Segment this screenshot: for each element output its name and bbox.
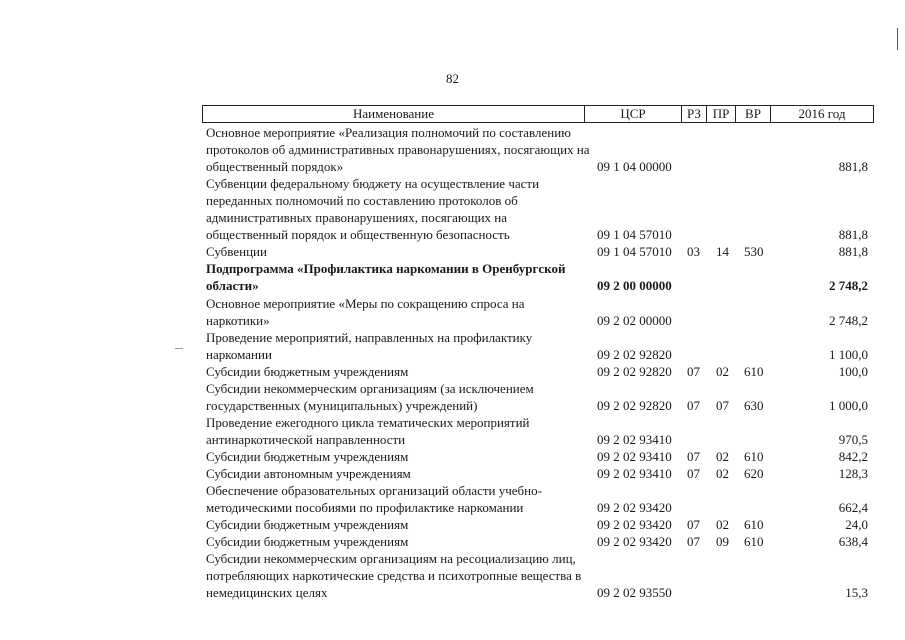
row-name-line: общественный порядок»: [206, 159, 344, 175]
row-vr: 610: [744, 448, 764, 464]
row-csr: 09 2 02 92820: [597, 346, 672, 362]
row-rz: 07: [687, 448, 700, 464]
row-value: 881,8: [838, 159, 868, 175]
header-csr: ЦСР: [584, 106, 681, 122]
row-name-line: наркотики»: [206, 312, 270, 328]
row-pr: 07: [716, 397, 729, 413]
row-csr: 09 1 04 57010: [597, 227, 672, 243]
row-name: [206, 482, 591, 516]
row-pr: 02: [716, 517, 729, 533]
row-name-line: потребляющих наркотические средства и психотропные вещества в: [206, 568, 582, 584]
row-name: [206, 465, 591, 482]
row-rz: 03: [687, 244, 700, 260]
row-value: 638,4: [838, 534, 868, 550]
row-name: [206, 414, 591, 448]
row-name: [206, 260, 591, 294]
header-year: 2016 год: [770, 106, 873, 122]
row-name-line: области»: [206, 278, 259, 294]
row-name: [206, 363, 591, 380]
row-csr: 09 2 02 92820: [597, 397, 672, 413]
row-name: [206, 380, 591, 414]
row-name: [206, 124, 591, 175]
row-name-line: Субсидии бюджетным учреждениям: [206, 517, 409, 533]
header-pr: ПР: [706, 106, 735, 122]
row-name-line: Основное мероприятие «Меры по сокращению спроса на: [206, 295, 525, 311]
row-pr: 14: [716, 244, 729, 260]
row-csr: 09 2 02 92820: [597, 363, 672, 379]
row-name: [206, 175, 591, 243]
row-vr: 610: [744, 517, 764, 533]
row-name-line: Субсидии автономным учреждениям: [206, 466, 411, 482]
row-value: 2 748,2: [829, 312, 868, 328]
row-csr: 09 2 02 93410: [597, 466, 672, 482]
row-name-line: административных правонарушениях, посягающих на: [206, 210, 508, 226]
row-csr: 09 2 00 00000: [597, 278, 672, 294]
row-name-line: Проведение ежегодного цикла тематических мероприятий: [206, 414, 530, 430]
row-name: [206, 295, 591, 329]
table-row: [0, 363, 905, 380]
table-row: [0, 482, 905, 516]
row-csr: 09 2 02 93550: [597, 585, 672, 601]
table-row: [0, 465, 905, 482]
table-row: [0, 295, 905, 329]
table-row: [0, 380, 905, 414]
table-row: [0, 243, 905, 260]
table-row: [0, 448, 905, 465]
row-name-line: государственных (муниципальных) учреждений): [206, 397, 478, 413]
table-row: [0, 516, 905, 533]
row-name-line: Субсидии бюджетным учреждениям: [206, 448, 409, 464]
table-row: [0, 550, 905, 601]
row-value: 662,4: [838, 500, 868, 516]
row-name-line: антинаркотической направленности: [206, 431, 406, 447]
row-rz: 07: [687, 534, 700, 550]
row-value: 881,8: [838, 227, 868, 243]
row-pr: 02: [716, 363, 729, 379]
table-row: [0, 175, 905, 243]
row-rz: 07: [687, 397, 700, 413]
table-row: [0, 124, 905, 175]
row-name: [206, 243, 591, 260]
row-name-line: Основное мероприятие «Реализация полномочий по составлению: [206, 125, 571, 141]
row-value: 1 100,0: [829, 346, 868, 362]
row-value: 842,2: [838, 448, 868, 464]
row-name: [206, 448, 591, 465]
row-name: [206, 329, 591, 363]
table-row: [0, 533, 905, 550]
row-name: [206, 516, 591, 533]
row-pr: 02: [716, 448, 729, 464]
row-name: [206, 550, 591, 601]
row-csr: 09 2 02 93420: [597, 534, 672, 550]
row-value: 970,5: [838, 431, 868, 447]
row-name-line: Субсидии некоммерческим организациям на ресоциализацию лиц,: [206, 551, 576, 567]
row-value: 1 000,0: [829, 397, 868, 413]
row-vr: 530: [744, 244, 764, 260]
row-name-line: Проведение мероприятий, направленных на профилактику: [206, 329, 533, 345]
header-name: Наименование: [353, 106, 434, 121]
row-name-line: методическими пособиями по профилактике наркомании: [206, 500, 524, 516]
row-csr: 09 2 02 93420: [597, 517, 672, 533]
row-value: 128,3: [838, 466, 868, 482]
row-value: 100,0: [838, 363, 868, 379]
row-name-line: Субвенции федеральному бюджету на осуществление части: [206, 176, 540, 192]
row-name-line: Субсидии бюджетным учреждениям: [206, 534, 409, 550]
row-csr: 09 2 02 93410: [597, 448, 672, 464]
row-csr: 09 2 02 93420: [597, 500, 672, 516]
row-csr: 09 1 04 00000: [597, 159, 672, 175]
table-row: [0, 260, 905, 294]
row-value: 24,0: [845, 517, 868, 533]
row-name-line: Обеспечение образовательных организаций области учебно-: [206, 483, 542, 499]
row-name-line: общественный порядок и общественную безопасность: [206, 227, 510, 243]
row-name-line: наркомании: [206, 346, 272, 362]
row-csr: 09 2 02 00000: [597, 312, 672, 328]
page-number: 82: [446, 71, 459, 86]
row-csr: 09 2 02 93410: [597, 431, 672, 447]
row-vr: 620: [744, 466, 764, 482]
row-vr: 610: [744, 363, 764, 379]
header-rz: РЗ: [681, 106, 706, 122]
row-vr: 610: [744, 534, 764, 550]
row-rz: 07: [687, 466, 700, 482]
row-value: 15,3: [845, 585, 868, 601]
row-value: 2 748,2: [829, 278, 868, 294]
row-name-line: немедицинских целях: [206, 585, 328, 601]
row-pr: 09: [716, 534, 729, 550]
row-name-line: Субсидии бюджетным учреждениям: [206, 363, 409, 379]
row-pr: 02: [716, 466, 729, 482]
row-name: [206, 533, 591, 550]
header-vr: ВР: [735, 106, 770, 122]
row-name-line: протоколов об административных правонарушениях, посягающих на: [206, 142, 590, 158]
table-row: [0, 414, 905, 448]
row-vr: 630: [744, 397, 764, 413]
row-name-line: переданных полномочий по составлению протоколов об: [206, 193, 518, 209]
row-rz: 07: [687, 363, 700, 379]
row-name-line: Субвенции: [206, 244, 267, 260]
row-value: 881,8: [838, 244, 868, 260]
row-name-line: Субсидии некоммерческим организациям (за исключением: [206, 380, 534, 396]
row-csr: 09 1 04 57010: [597, 244, 672, 260]
table-row: [0, 329, 905, 363]
row-name-line: Подпрограмма «Профилактика наркомании в Оренбургской: [206, 261, 566, 277]
row-rz: 07: [687, 517, 700, 533]
